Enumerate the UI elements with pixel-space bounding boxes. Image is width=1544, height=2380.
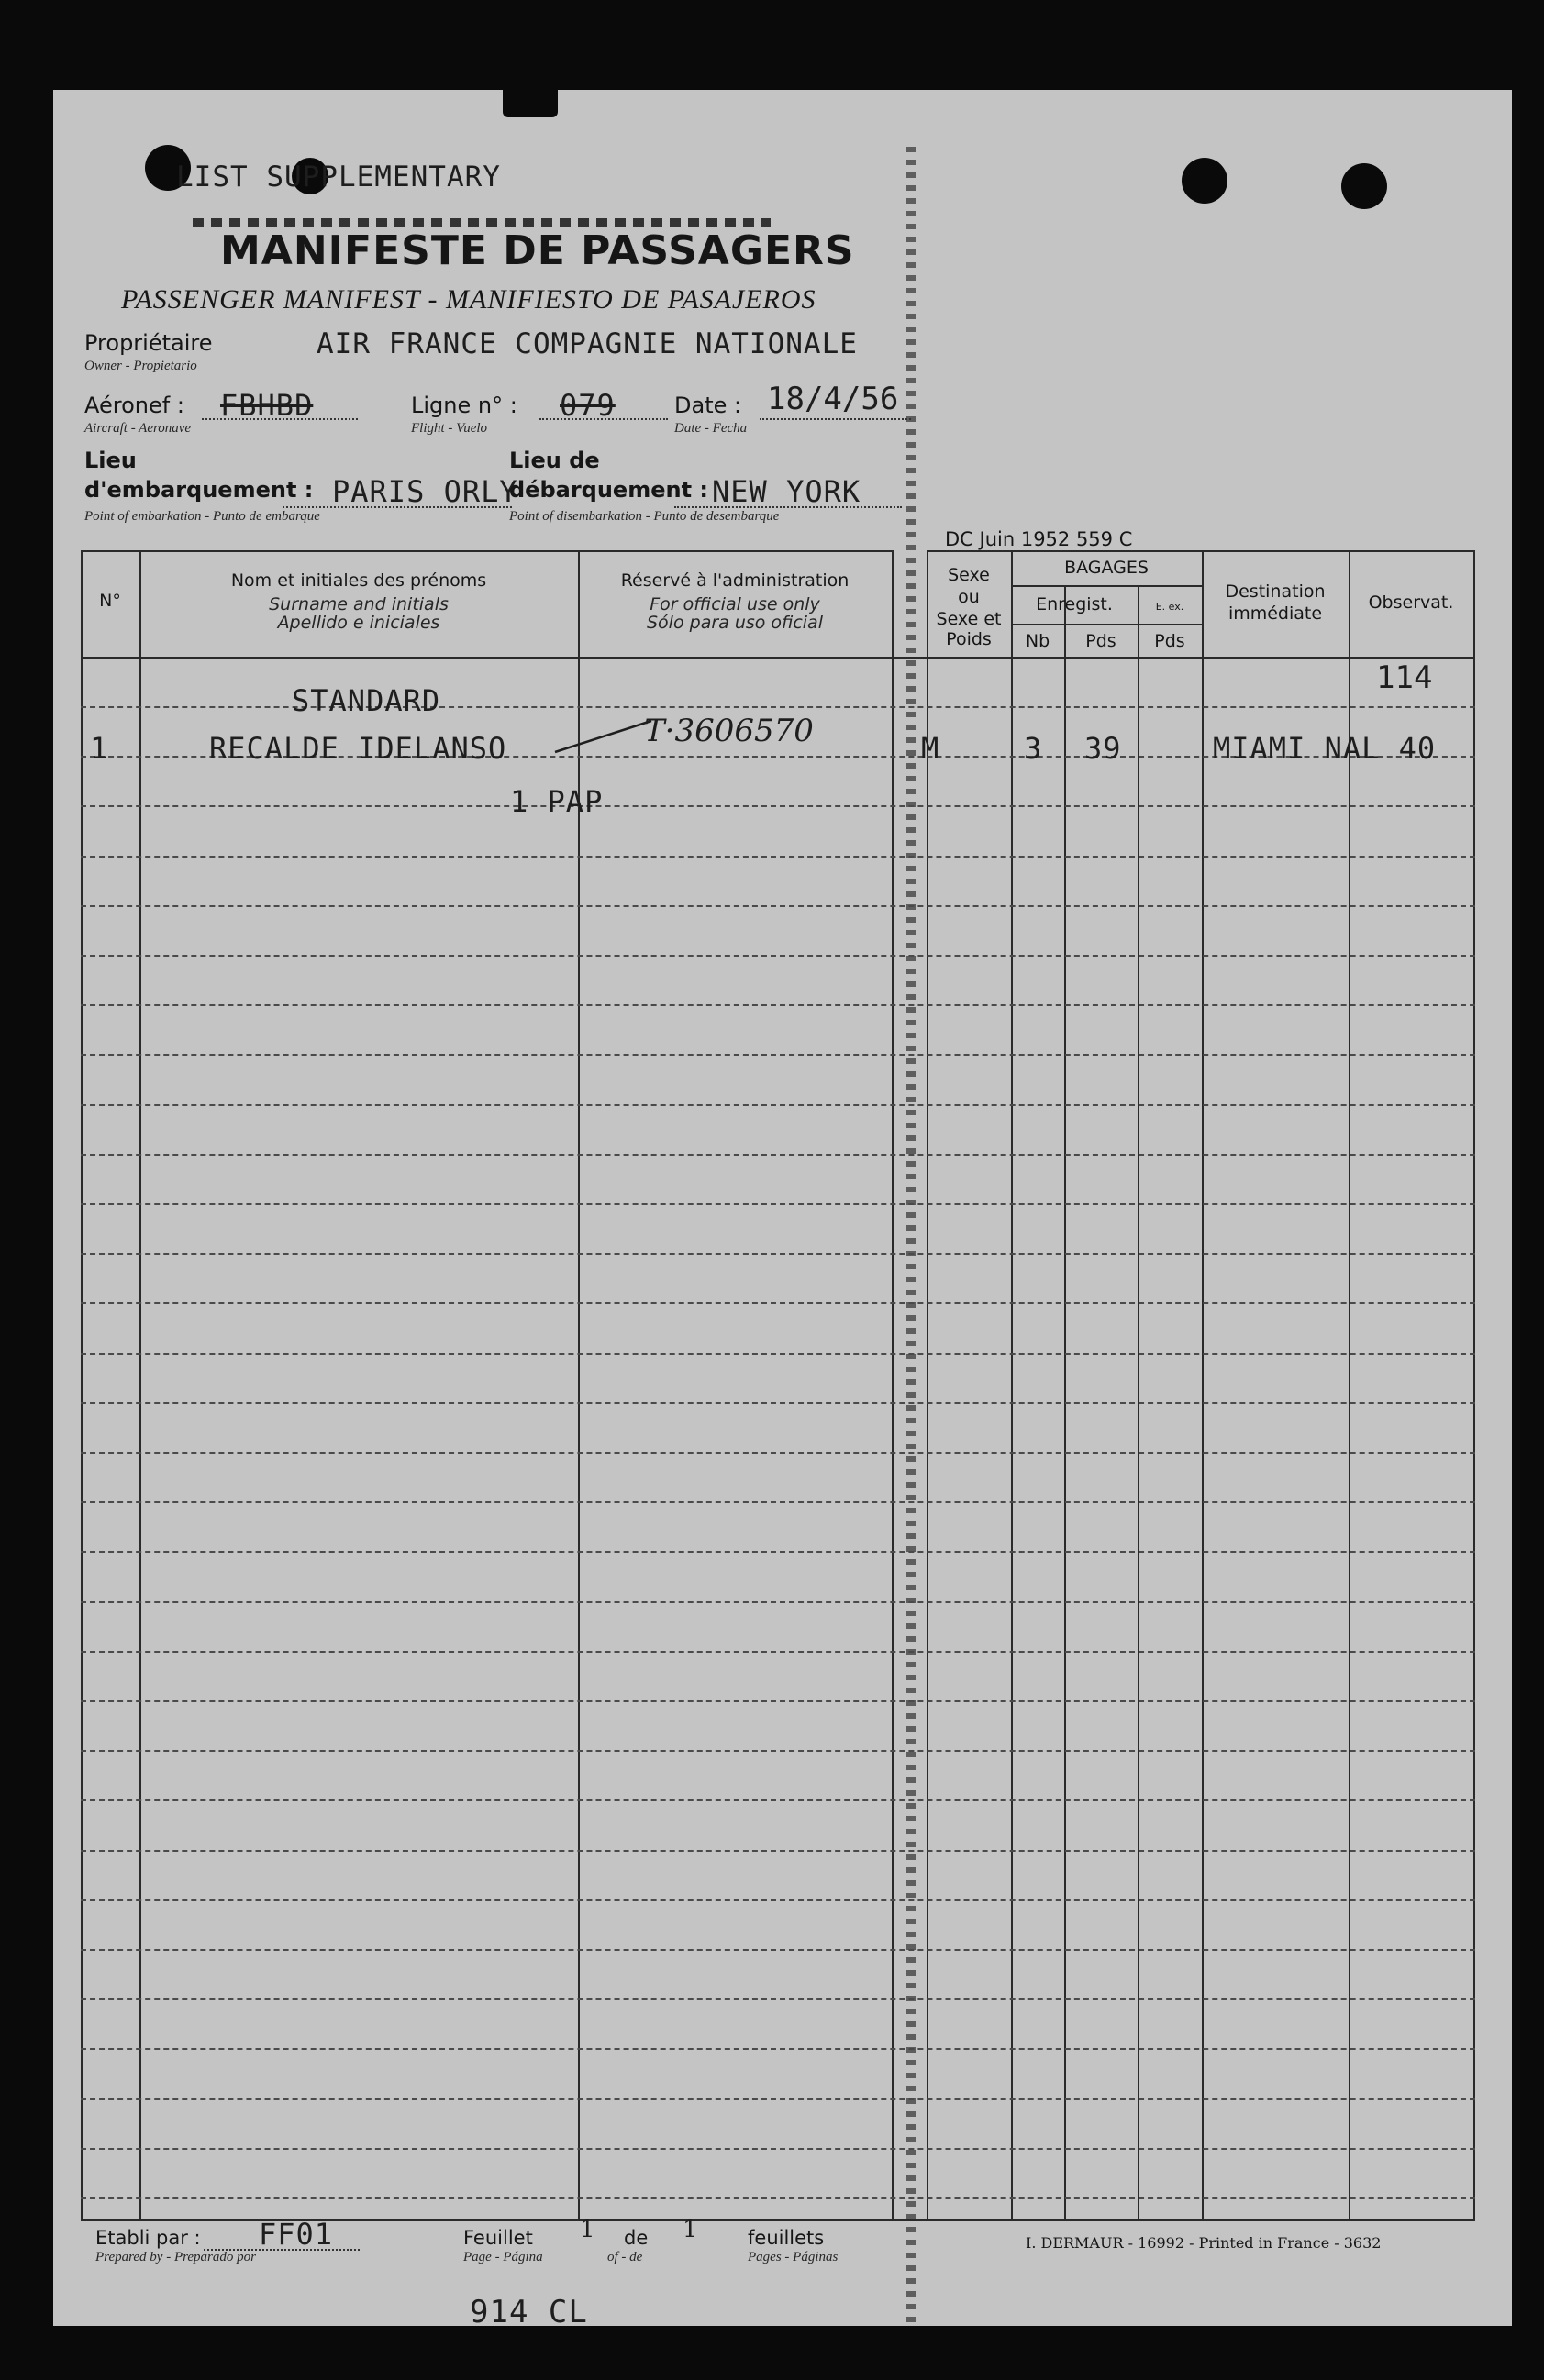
flight-dots (539, 418, 668, 420)
prepared-label: Etabli par : (95, 2227, 201, 2249)
col-name-header-en: Surname and initials (269, 594, 449, 614)
row-1-bag-weight: 39 (1084, 731, 1122, 766)
embark-label-1: Lieu (84, 448, 137, 473)
date-label: Date : (674, 393, 742, 418)
table-row (81, 1799, 1475, 1801)
punch-tab (503, 81, 558, 117)
col-name-header: Nom et initiales des prénoms (230, 570, 487, 591)
aircraft-label: Aéronef : (84, 393, 184, 418)
col-weight-header: Poids (946, 629, 992, 649)
aircraft-value: FBHBD (220, 388, 314, 423)
table-row (81, 955, 1475, 957)
table-row (81, 1253, 1475, 1255)
col-dest-header-2: immédiate (1227, 603, 1323, 624)
date-dots (760, 418, 911, 420)
col-pds-header: Pds (1085, 631, 1116, 651)
punch-hole (1182, 158, 1227, 204)
list-supplementary-label: LIST SUPPLEMENTARY (176, 161, 501, 194)
row-1-destination: MIAMI NAL 40 (1213, 731, 1437, 766)
table-row (81, 2048, 1475, 2050)
table-row (81, 1899, 1475, 1901)
owner-label: Propriétaire (84, 330, 213, 356)
date-sublabel: Date - Fecha (674, 421, 748, 436)
col-rule (81, 550, 83, 2221)
table-row (81, 1104, 1475, 1106)
col-name-header-es: Apellido e iniciales (277, 613, 440, 633)
col-rule (1202, 550, 1204, 2221)
printer-imprint: I. DERMAUR - 16992 - Printed in France - 3632 (1026, 2234, 1382, 2252)
flight-label: Ligne n° : (411, 393, 517, 418)
owner-sublabel: Owner - Propietario (84, 359, 197, 373)
aircraft-sublabel: Aircraft - Aeronave (84, 421, 192, 436)
table-header-rule (81, 657, 1475, 659)
disembark-label-1: Lieu de (509, 448, 600, 473)
row-0-name: STANDARD (292, 683, 441, 718)
sheets-label: feuillets (748, 2227, 825, 2249)
prepared-sublabel: Prepared by - Preparado por (95, 2250, 256, 2264)
embark-sublabel: Point of embarkation - Punto de embarque (84, 509, 320, 524)
of-sublabel: of - de (607, 2250, 643, 2264)
row-0-observation: 114 (1376, 659, 1433, 696)
col-admin-header-en: For official use only (650, 594, 820, 614)
table-row (81, 1302, 1475, 1304)
table-row (81, 1402, 1475, 1404)
row-1-admin-ref: T·3606570 (644, 713, 814, 749)
sheet-sublabel: Page - Página (463, 2250, 543, 2264)
sheets-sublabel: Pages - Páginas (748, 2250, 839, 2264)
form-code: DC Juin 1952 559 C (945, 528, 1133, 550)
disembark-sublabel: Point of disembarkation - Punto de desembarque (509, 509, 780, 524)
table-row (81, 1998, 1475, 2000)
date-value: 18/4/56 (767, 381, 899, 417)
row-1-sex: M (921, 731, 940, 766)
col-checked-header: Enregist. (1036, 594, 1113, 614)
disembark-label-2: débarquement : (509, 477, 709, 503)
baggage-rule (1011, 585, 1202, 587)
baggage-sub-rule (1011, 624, 1202, 625)
table-top-rule-left (81, 550, 894, 552)
col-baggage-header: BAGAGES (1064, 558, 1149, 578)
col-excess-header: E. ex. (1155, 601, 1184, 613)
prepared-dots (204, 2249, 360, 2251)
col-admin-header-es: Sólo para uso oficial (647, 613, 823, 633)
table-row (81, 1501, 1475, 1503)
row-1-number: 1 (90, 731, 109, 766)
table-row (81, 2098, 1475, 2100)
table-row (81, 1651, 1475, 1653)
table-row (81, 706, 1475, 708)
col-rule (1473, 550, 1475, 2221)
sheet-value: 1 (580, 2216, 595, 2243)
table-row (81, 1353, 1475, 1355)
table-row (81, 1452, 1475, 1454)
col-nb-header: Nb (1025, 631, 1050, 651)
embark-label-2: d'embarquement : (84, 477, 314, 503)
col-dest-header: Destination (1225, 581, 1326, 602)
table-row (81, 1004, 1475, 1006)
of-label: de (624, 2227, 649, 2249)
punch-hole (1341, 163, 1387, 209)
col-rule (1064, 587, 1066, 2221)
table-row (81, 1601, 1475, 1603)
table-row (81, 1949, 1475, 1951)
page-title: MANIFESTE DE PASSAGERS (220, 227, 855, 274)
col-sex-header-2: Sexe et (936, 609, 1002, 629)
col-rule (927, 550, 928, 2221)
header-rule (193, 218, 771, 227)
disembark-dots (674, 506, 902, 508)
table-row (81, 1551, 1475, 1553)
of-value: 1 (683, 2216, 698, 2243)
row-1-name: RECALDE IDELANSO (209, 731, 507, 766)
col-excess-pds-header: Pds (1154, 631, 1185, 651)
row-1-bag-count: 3 (1024, 731, 1043, 766)
flight-value: 079 (560, 388, 616, 423)
table-row (81, 1750, 1475, 1752)
owner-value: AIR FRANCE COMPAGNIE NATIONALE (317, 327, 858, 360)
archive-stamp: 914 CL (470, 2294, 588, 2330)
table-row (81, 1054, 1475, 1056)
perforation-line (906, 147, 916, 2330)
table-row (81, 2197, 1475, 2199)
table-row (81, 856, 1475, 858)
col-obs-header: Observat. (1368, 592, 1454, 613)
table-row (81, 2148, 1475, 2150)
sheet-label: Feuillet (463, 2227, 533, 2249)
col-admin-header: Réservé à l'administration (620, 570, 850, 591)
table-row (81, 1700, 1475, 1702)
embark-dots (283, 506, 512, 508)
table-row (81, 1154, 1475, 1156)
disembark-value: NEW YORK (712, 474, 861, 509)
table-row (81, 905, 1475, 907)
col-rule (1011, 550, 1013, 2221)
row-2-name: 1 PAP (510, 784, 604, 819)
embark-value: PARIS ORLY (332, 474, 518, 509)
col-rule (892, 550, 894, 2221)
col-rule (1138, 587, 1139, 2221)
prepared-value: FF01 (259, 2217, 334, 2252)
flight-sublabel: Flight - Vuelo (411, 421, 488, 436)
table-row (81, 1850, 1475, 1852)
col-rule (1349, 550, 1350, 2221)
manifest-sheet (53, 90, 1512, 2330)
col-no-header: N° (99, 591, 121, 611)
col-rule (139, 550, 141, 2221)
aircraft-dots (202, 418, 358, 420)
page-subtitle: PASSENGER MANIFEST - MANIFIESTO DE PASAJEROS (121, 284, 816, 315)
table-row (81, 805, 1475, 807)
table-top-rule-right (927, 550, 1475, 552)
col-sex-header-or: ou (958, 587, 980, 607)
table-row (81, 1203, 1475, 1205)
col-sex-header: Sexe (948, 565, 990, 585)
